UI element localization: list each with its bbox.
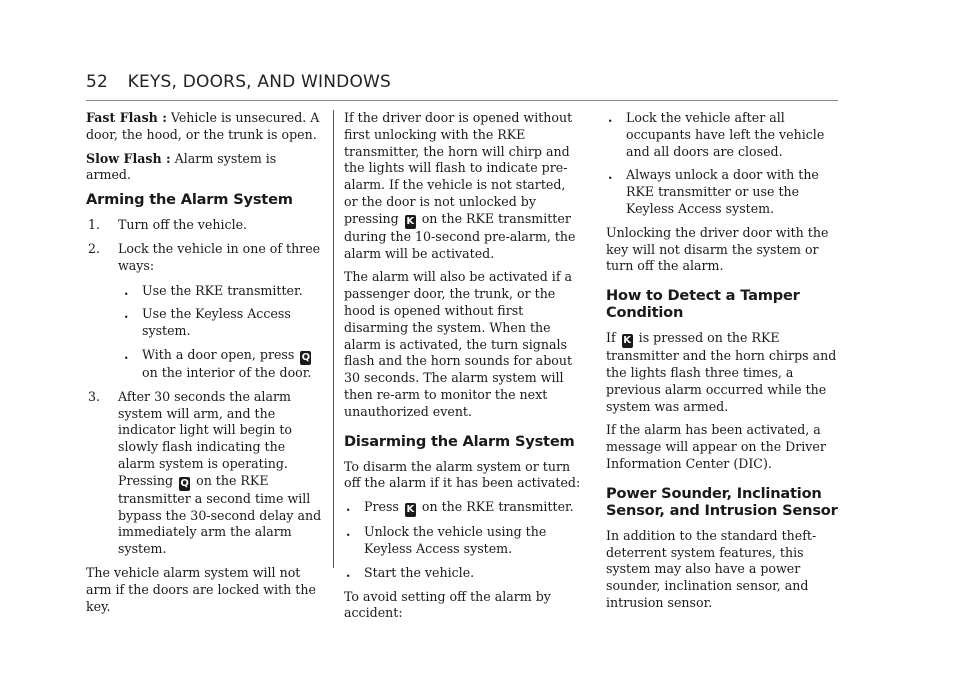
slow-flash-label: Slow Flash : xyxy=(86,150,171,166)
fast-flash-paragraph xyxy=(86,110,322,144)
disarm-bullet-1 xyxy=(344,499,582,517)
pre-alarm-pre: If the driver door is opened without first unlocking with the RKE transmitter, the horn will chirp and the lights will flash to indicate pre-alarm. If the vehicle is not started, or the door is not unlocked by pressing xyxy=(344,110,573,226)
column-3 xyxy=(606,110,840,619)
tamper-post: is pressed on the RKE transmitter and the horn chirps and the lights flash three times, a previous alarm occurred while the system was armed. xyxy=(606,330,837,414)
step-3 xyxy=(86,389,322,558)
disarming-heading: Disarming the Alarm System xyxy=(344,432,575,450)
arming-heading: Arming the Alarm System xyxy=(86,191,293,209)
sounder-paragraph: In addition to the standard theft-deterrent system features, this system may also have a power sounder, inclination sensor, and intrusion sensor. xyxy=(606,527,817,610)
way-3-pre: With a door open, press xyxy=(142,346,295,362)
unlock-key-icon: K xyxy=(406,504,415,516)
avoid-bullet-2 xyxy=(606,167,840,217)
key-lock-note: The vehicle alarm system will not arm if the doors are locked with the key. xyxy=(86,564,316,614)
column-divider xyxy=(333,110,334,568)
tamper-heading: How to Detect a Tamper Condition xyxy=(606,287,800,322)
disarm-bullet-3-text: Start the vehicle. xyxy=(364,564,475,580)
bullet-dot: . xyxy=(124,282,129,298)
unlock-key-icon: K xyxy=(406,215,415,227)
slow-flash-paragraph xyxy=(86,151,322,185)
bullet-dot: . xyxy=(346,499,351,515)
dic-message-paragraph: If the alarm has been activated, a message will appear on the Driver Information Center (DIC). xyxy=(606,422,826,471)
step-2-number: 2. xyxy=(88,240,101,256)
disarm-intro: To disarm the alarm system or turn off the alarm if it has been activated: xyxy=(344,458,581,491)
way-3-post: on the interior of the door. xyxy=(142,364,312,380)
bullet-dot: . xyxy=(608,110,613,125)
unlock-key-icon: K xyxy=(623,335,632,347)
pre-alarm-post: on the RKE transmitter during the 10-second pre-alarm, the alarm will be activated. xyxy=(344,210,576,261)
alarm-activation-paragraph: The alarm will also be activated if a passenger door, the trunk, or the hood is opened without first disarming the system. When the alarm is activated, the turn signals flash and the horn sounds for about 30 seconds. The alarm system will then re-arm to monitor the next unauthorized event. xyxy=(344,269,573,419)
step-1 xyxy=(86,217,322,234)
tamper-paragraph xyxy=(606,330,840,415)
bullet-dot: . xyxy=(124,306,129,322)
way-2 xyxy=(122,306,322,340)
step-3-number: 3. xyxy=(88,388,101,404)
disarm-bullet-2-text: Unlock the vehicle using the Keyless Access system. xyxy=(364,524,547,556)
bullet-dot: . xyxy=(608,167,613,183)
way-1 xyxy=(122,283,322,300)
step-3-pre: After 30 seconds the alarm system will arm, and the indicator light will begin to slowly flash indicating the alarm system is operating. Pressing xyxy=(118,388,292,488)
page-header xyxy=(86,72,391,92)
bullet-dot: . xyxy=(124,346,129,362)
way-3 xyxy=(122,347,322,382)
pre-alarm-paragraph xyxy=(344,110,582,262)
disarm-bullet-1-post: on the RKE transmitter. xyxy=(421,499,574,515)
lock-key-icon: Q xyxy=(301,351,311,363)
way-2-text: Use the Keyless Access system. xyxy=(142,306,291,339)
step-1-text: Turn off the vehicle. xyxy=(118,217,248,233)
step-1-number: 1. xyxy=(88,217,101,233)
fast-flash-label: Fast Flash : xyxy=(86,110,167,125)
column-1 xyxy=(86,110,322,622)
avoid-bullet-1-text: Lock the vehicle after all occupants have left the vehicle and all doors are closed. xyxy=(626,110,825,159)
sounder-heading: Power Sounder, Inclination Sensor, and Intrusion Sensor xyxy=(606,484,838,519)
header-rule xyxy=(86,100,838,101)
fast-flash-text: Vehicle is unsecured. A door, the hood, or the trunk is open. xyxy=(86,110,320,142)
step-2-text: Lock the vehicle in one of three ways: xyxy=(118,240,321,273)
avoid-bullet-2-text: Always unlock a door with the RKE transmitter or use the Keyless Access system. xyxy=(626,167,819,216)
tamper-pre: If xyxy=(606,330,616,346)
disarm-bullet-1-pre: Press xyxy=(364,499,399,515)
page-number: 52 xyxy=(86,72,109,92)
way-1-text: Use the RKE transmitter. xyxy=(142,282,303,298)
disarm-bullet-3 xyxy=(344,565,582,582)
key-unlock-paragraph: Unlocking the driver door with the key will not disarm the system or turn off the alarm. xyxy=(606,224,829,274)
disarm-bullet-2 xyxy=(344,524,582,558)
avoid-alarm-intro: To avoid setting off the alarm by accident: xyxy=(344,588,551,621)
step-2 xyxy=(86,241,322,382)
bullet-dot: . xyxy=(346,524,351,540)
column-2 xyxy=(344,110,582,629)
avoid-bullet-1 xyxy=(606,110,840,160)
bullet-dot: . xyxy=(346,564,351,580)
slow-flash-text: Alarm system is armed. xyxy=(86,150,277,183)
step-3-post: on the RKE transmitter a second time will bypass the 30-second delay and immediately arm the alarm system. xyxy=(118,472,322,557)
lock-key-icon: Q xyxy=(180,477,189,489)
section-title: KEYS, DOORS, AND WINDOWS xyxy=(127,72,392,92)
